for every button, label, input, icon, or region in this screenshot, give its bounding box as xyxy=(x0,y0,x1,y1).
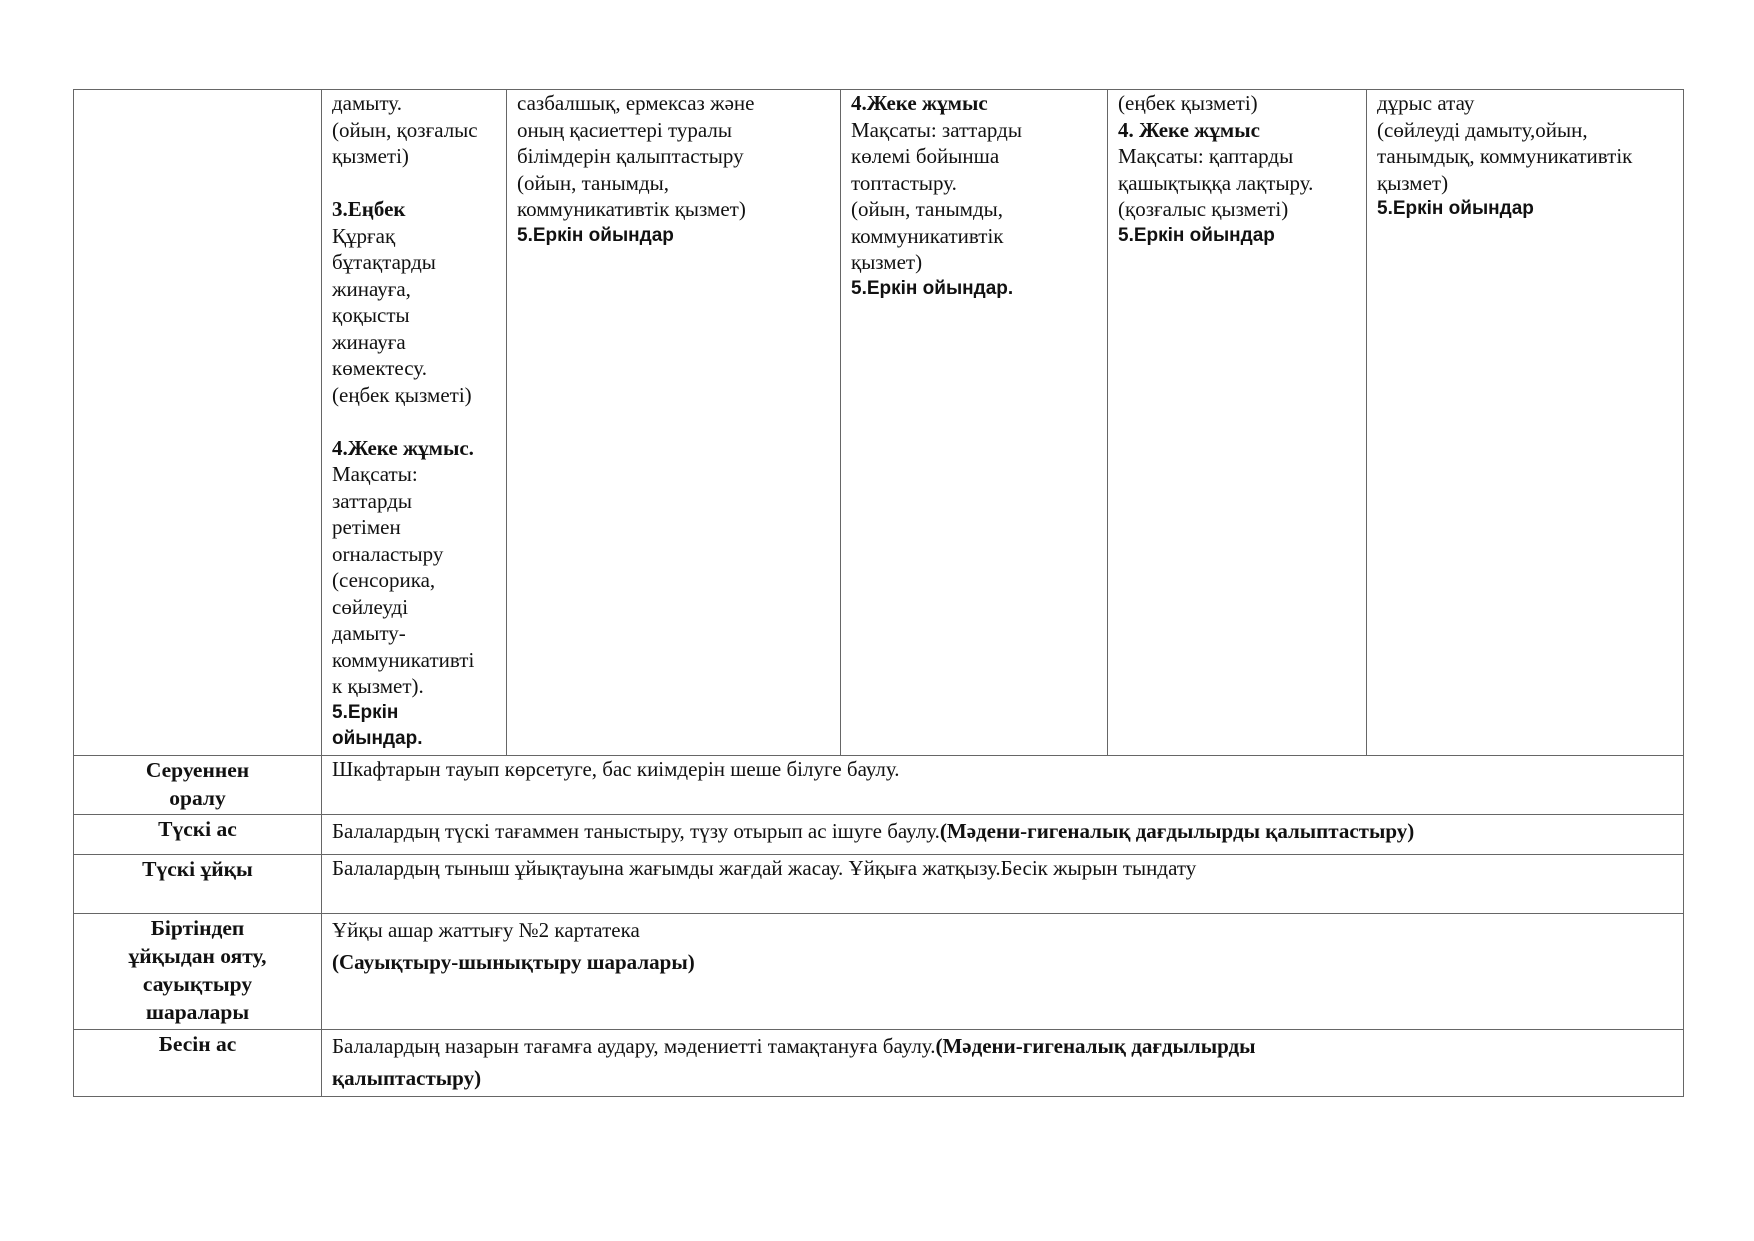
table-row xyxy=(74,855,1684,914)
table-cell xyxy=(1367,90,1684,756)
cell-heading: 4.Жеке жұмыс xyxy=(851,91,988,115)
row-content: Балалардың түскі тағаммен таныстыру, түзу отырып ас ішуге баулу.(Мәдени-гигеналық дағдылырды қалыптастыру) xyxy=(322,815,1684,855)
cell-text: Мақсаты: қаптарды қашықтыққа лақтыру. (қозғалыс қызметі) xyxy=(1118,144,1314,221)
cell-text: дамыту. xyxy=(332,91,402,115)
table-row xyxy=(74,815,1684,855)
table-cell xyxy=(841,90,1108,756)
table-row xyxy=(74,756,1684,815)
cell-heading: 5.Еркін ойындар. xyxy=(332,701,423,749)
row-label: Біртіндеп ұйқыдан ояту, сауықтыру шаралары xyxy=(74,914,322,1030)
daily-plan-table xyxy=(73,89,1684,1097)
table-row xyxy=(74,1030,1684,1097)
row-content: Ұйқы ашар жаттығу №2 картатека (Сауықтыру-шынықтыру шаралары) xyxy=(322,914,1684,1030)
row-label: Түскі ас xyxy=(74,815,322,855)
row-content: Балалардың назарын тағамға аудару, мәдениетті тамақтануға баулу.(Мәдени-гигеналық дағдылырды қалыптастыру) xyxy=(322,1030,1684,1097)
cell-text: (еңбек қызметі) xyxy=(1118,91,1258,115)
row-label: Серуеннен оралу xyxy=(74,756,322,815)
cell-text: сазбалшық, ермексаз және оның қасиеттері туралы білімдерін қалыптастыру (ойын, танымды, коммуникативтік қызмет) xyxy=(517,91,755,221)
row-label: Түскі ұйқы xyxy=(74,855,322,914)
cell-text: Мақсаты: заттарды көлемі бойынша топтастыру. (ойын, танымды, коммуникативтік қызмет) xyxy=(851,117,1022,274)
row-content: Шкафтарын тауып көрсетуге, бас киімдерін шеше білуге баулу. xyxy=(322,756,1684,815)
cell-heading: 5.Еркін ойындар xyxy=(1377,198,1534,219)
cell-text: (ойын, қозғалыс қызметі) xyxy=(332,117,478,168)
table-cell-empty xyxy=(74,90,322,756)
table-row xyxy=(74,90,1684,756)
cell-heading: 5.Еркін ойындар. xyxy=(851,277,1014,299)
table-row xyxy=(74,914,1684,1030)
cell-heading: 4.Жеке жұмыс. xyxy=(332,435,474,460)
cell-text: Құрғақ бұтақтарды жинауға, қоқысты жинауға көмектесу. (еңбек қызметі) xyxy=(332,223,472,407)
cell-text: дұрыс атау (сөйлеуді дамыту,ойын, танымдық, коммуникативтік қызмет) xyxy=(1377,91,1633,195)
cell-heading: 4. Жеке жұмыс xyxy=(1118,117,1260,142)
cell-heading: 5.Еркін ойындар xyxy=(517,224,674,246)
cell-text: Мақсаты: заттарды ретімен orналастыру (сенсорика, сөйлеуді дамыту- коммуникативті к қызмет). xyxy=(332,462,475,698)
table-cell xyxy=(322,90,507,756)
table-cell xyxy=(507,90,841,756)
row-label: Бесін ас xyxy=(74,1030,322,1097)
cell-heading: 5.Еркін ойындар xyxy=(1118,224,1275,246)
table-cell xyxy=(1108,90,1367,756)
row-content: Балалардың тыныш ұйықтауына жағымды жағдай жасау. Ұйқыға жатқызу.Бесік жырын тындату xyxy=(322,855,1684,914)
cell-heading: 3.Еңбек xyxy=(332,197,406,221)
